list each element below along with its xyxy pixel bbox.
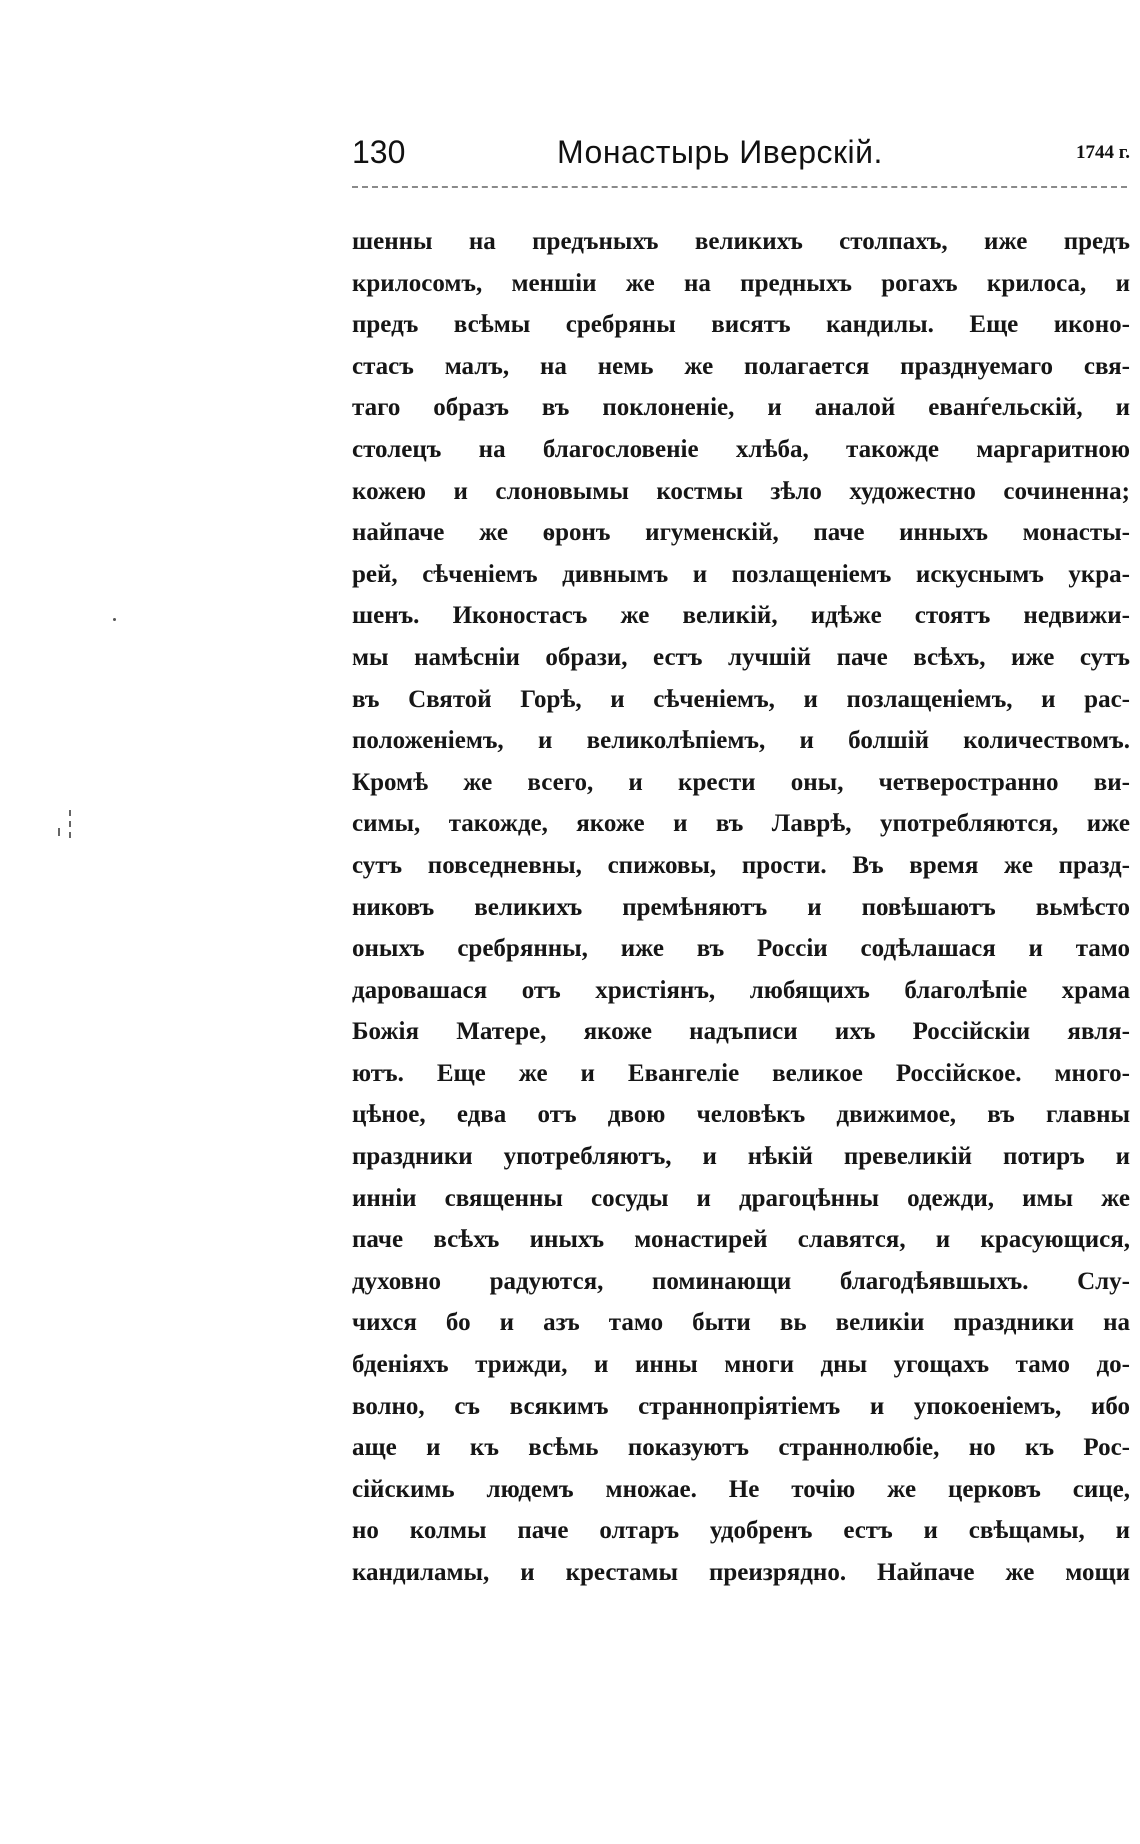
text-line: оныхъ сребрянны, иже въ Россіи содѣлашася и тамо [352,935,1130,963]
page-number: 130 [352,134,406,170]
text-line: найпаче же ѳронъ игуменскій, паче инныхъ монасты- [352,519,1130,547]
header-rule [352,186,1127,188]
scan-mark [69,810,71,838]
running-title: Монастырь Иверскій. [557,134,883,170]
text-line: но колмы паче олтаръ удобренъ естъ и свѣщамы, и [352,1517,1130,1545]
running-head [352,134,1130,180]
text-line: ютъ. Еще же и Евангеліе великое Россійское. много- [352,1059,1130,1087]
text-line: цѣное, едва отъ двою человѣкъ движимое, въ главны [352,1101,1130,1129]
scan-mark [58,828,60,836]
text-line: кожею и слоновымы костмы зѣло художестно сочиненна; [352,477,1130,505]
text-line: Кромѣ же всего, и крести оны, четвеространно ви- [352,768,1130,796]
text-line: мы намѣсніи образи, естъ лучшій паче всѣхъ, иже сутъ [352,643,1130,671]
text-line: сутъ повседневны, спижовы, прости. Въ время же празд- [352,851,1130,879]
text-line: духовно радуются, поминающи благодѣявшыхъ. Слу- [352,1267,1130,1295]
text-line: столецъ на благословеніе хлѣба, такожде маргаритною [352,435,1130,463]
text-line: въ Святой Горѣ, и сѣченіемъ, и позлащеніемъ, и рас- [352,685,1130,713]
text-line: никовъ великихъ премѣняютъ и повѣшаютъ вьмѣсто [352,893,1130,921]
text-line: предъ всѣмы сребряны висятъ кандилы. Еще иконо- [352,311,1130,339]
text-line: симы, такожде, якоже и въ Лаврѣ, употребляются, иже [352,810,1130,838]
text-line: таго образъ въ поклоненіе, и аналой еванѓельскій, и [352,394,1130,422]
text-line: положеніемъ, и великолѣпіемъ, и болшій количествомъ. [352,727,1130,755]
text-line: сійскимь людемъ множае. Не точію же церковъ сице, [352,1475,1130,1503]
text-line: стасъ малъ, на немь же полагается празднуемаго свя- [352,352,1130,380]
text-line: крилосомъ, меншіи же на предныхъ рогахъ крилоса, и [352,269,1130,297]
text-line: паче всѣхъ иныхъ монастирей славятся, и красующися, [352,1226,1130,1254]
text-line: даровашася отъ христіянъ, любящихъ благолѣпіе храма [352,976,1130,1004]
text-line: кандиламы, и крестамы преизрядно. Найпаче же мощи [352,1559,1130,1586]
text-line: бденіяхъ трижди, и инны многи дны угощахъ тамо до- [352,1351,1130,1379]
text-line: чихся бо и азъ тамо быти вь великіи праздники на [352,1309,1130,1337]
text-line: волно, съ всякимъ страннопріятіемъ и упокоеніемъ, ибо [352,1392,1130,1420]
text-line: шенны на предъныхъ великихъ столпахъ, иже предъ [352,228,1130,255]
text-line: шенъ. Иконостасъ же великій, идѣже стоятъ недвижи- [352,602,1130,630]
text-line: рей, сѣченіемъ дивнымъ и позлащеніемъ искуснымъ укра- [352,560,1130,588]
running-year: 1744 г. [1076,142,1130,163]
body-text [352,221,1130,1594]
text-line: праздники употребляютъ, и нѣкій превеликій потиръ и [352,1143,1130,1171]
text-line: Божія Матере, якоже надъписи ихъ Россійскіи явля- [352,1018,1130,1046]
text-line: инніи священны сосуды и драгоцѣнны одежди, имы же [352,1184,1130,1212]
text-line: аще и къ всѣмь показуютъ страннолюбіе, но къ Рос- [352,1434,1130,1462]
scan-speck [113,618,116,621]
